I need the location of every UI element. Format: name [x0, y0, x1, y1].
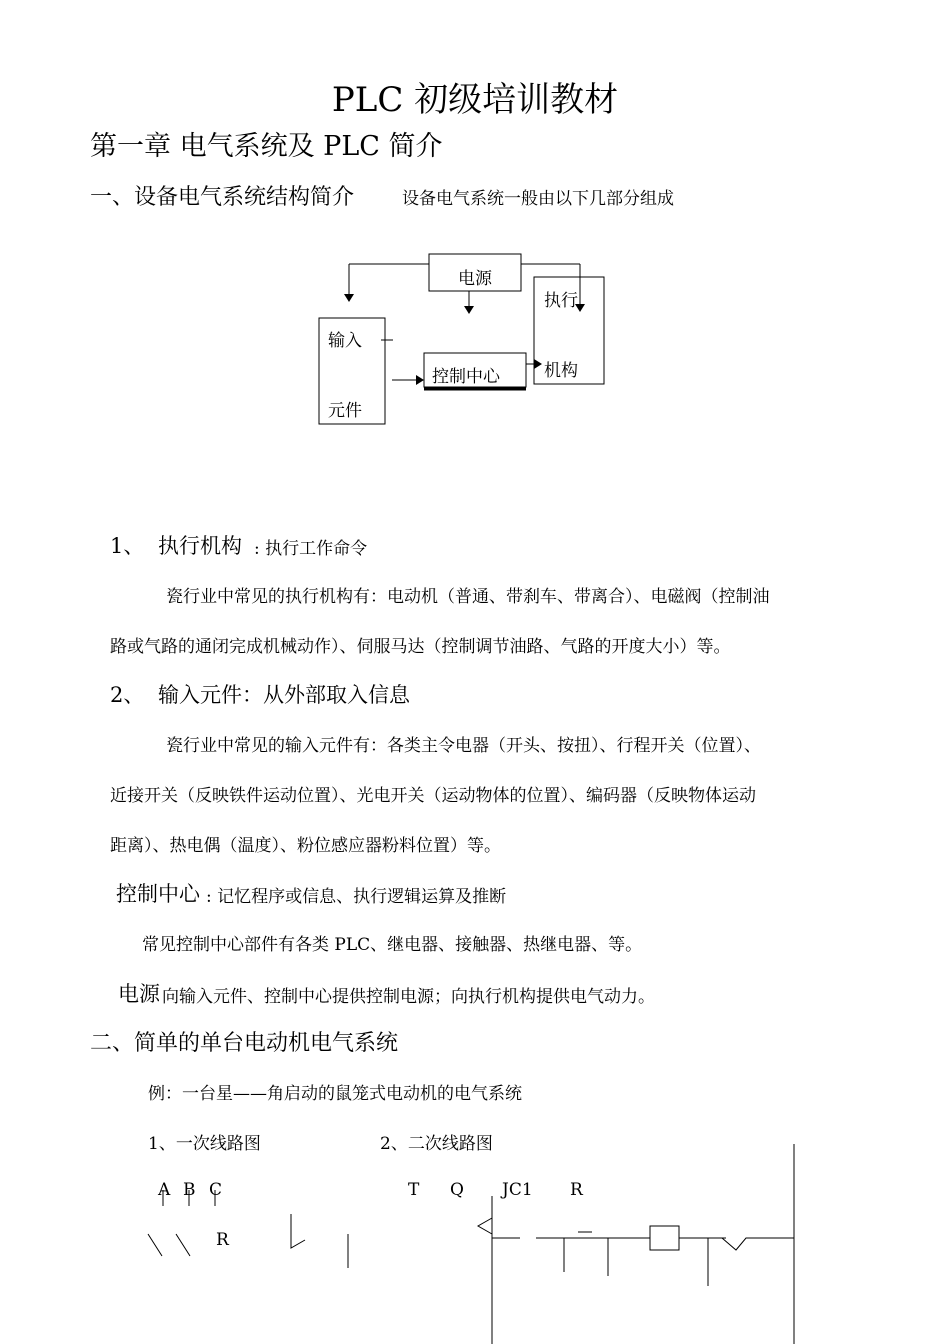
- control-center-term: 控制中心: [116, 882, 200, 906]
- control-center-paragraph: 常见控制中心部件有各类 PLC、继电器、接触器、热继电器、等。: [142, 935, 643, 955]
- item2-paragraph-line3: 距离）、热电偶（温度）、粉位感应器粉料位置）等。: [110, 836, 501, 856]
- power-supply-desc: 向输入元件、控制中心提供控制电源；向执行机构提供电气动力。: [162, 987, 655, 1007]
- chapter-heading: 第一章 电气系统及 PLC 简介: [90, 131, 443, 162]
- t-label: T: [408, 1180, 420, 1200]
- section1-heading: 一、设备电气系统结构简介: [90, 185, 355, 210]
- primary-circuit-title: 1、一次线路图: [148, 1134, 261, 1154]
- jc1-label: JC1: [502, 1180, 533, 1200]
- item2-number: 2、: [110, 683, 145, 707]
- item1-desc: : 执行工作命令: [254, 539, 368, 559]
- control-center-desc: : 记忆程序或信息、执行逻辑运算及推断: [206, 887, 507, 907]
- item1-paragraph-line2: 路或气路的通闭完成机械动作）、伺服马达（控制调节油路、气路的开度大小）等。: [110, 637, 731, 657]
- actuator-label-top: 执行: [544, 291, 578, 311]
- control-label: 控制中心: [432, 367, 500, 387]
- input-label-top: 输入: [328, 331, 362, 351]
- item1-term: 执行机构: [158, 534, 242, 558]
- item2-paragraph-line2: 近接开关（反映铁件运动位置）、光电开关（运动物体的位置）、编码器（反映物体运动: [110, 786, 756, 806]
- power-label: 电源: [458, 269, 492, 289]
- actuator-label-bottom: 机构: [544, 361, 578, 381]
- relay-r-label: R: [216, 1230, 229, 1250]
- system-structure-diagram: [300, 240, 640, 440]
- section2-example: 例：一台星——角启动的鼠笼式电动机的电气系统: [148, 1084, 522, 1104]
- item2-heading: 输入元件：从外部取入信息: [158, 683, 410, 707]
- item1-paragraph-line1: 瓷行业中常见的执行机构有：电动机（普通、带刹车、带离合）、电磁阀（控制油: [166, 587, 770, 607]
- section2-heading: 二、简单的单台电动机电气系统: [90, 1031, 399, 1056]
- power-supply-term: 电源: [118, 982, 160, 1006]
- item2-paragraph-line1: 瓷行业中常见的输入元件有：各类主令电器（开头、按扭）、行程开关（位置）、: [166, 736, 761, 756]
- document-title: PLC 初级培训教材: [331, 80, 619, 120]
- item1-number: 1、: [110, 534, 145, 558]
- phase-c-label: C: [209, 1180, 223, 1200]
- secondary-circuit-title: 2、二次线路图: [380, 1134, 493, 1154]
- phase-b-label: B: [183, 1180, 196, 1200]
- wiring-diagrams: [0, 1140, 950, 1344]
- secondary-r-label: R: [570, 1180, 583, 1200]
- q-label: Q: [450, 1180, 464, 1200]
- input-label-bottom: 元件: [328, 401, 362, 421]
- phase-a-label: A: [158, 1180, 171, 1200]
- section1-note: 设备电气系统一般由以下几部分组成: [402, 189, 674, 209]
